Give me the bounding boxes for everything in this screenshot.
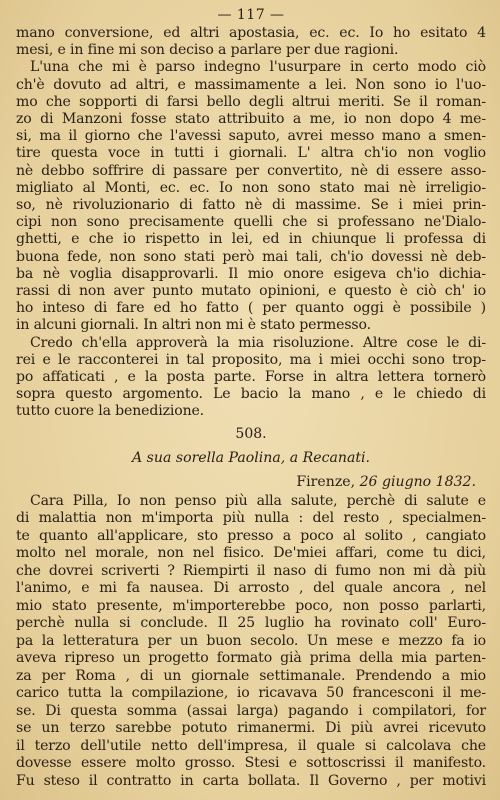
text-line: buona fede, non sono stati però mai tali, ch'io dovessi nè deb- <box>16 248 486 265</box>
text-line: Cara Pilla, Io non penso più alla salute, perchè di salute e <box>30 492 486 509</box>
text-line: di malattia non m'importa più nulla : del resto , specialmen- <box>16 510 486 527</box>
paragraph-3 <box>16 335 486 421</box>
text-line: ba nè voglia disapprovarli. Il mio onore esigeva ch'io dichia- <box>16 265 486 282</box>
letter-addressee: A sua sorella Paolina, a Recanati. <box>132 449 370 466</box>
text-line: so, nè rivoluzionario di fatto nè di massime. Se i miei prin- <box>16 197 486 214</box>
text-line: ch'è dovuto ad altri, e massimamente a lei. Non sono io l'uo- <box>16 76 486 93</box>
text-line: pa la letteratura per un buon secolo. Un mese e mezzo fa io <box>16 632 486 649</box>
text-line: sopra questo argomento. Le bacio la mano , e le chiedo di <box>16 386 486 403</box>
letter-body <box>16 493 486 791</box>
text-line: te quanto all'applicare, sto presso a poco al solito , cangiato <box>16 527 486 544</box>
text-line: ho inteso di fare ed ho fatto ( per quanto oggi è possibile ) <box>16 300 486 317</box>
text-line: dovesse essere molto grosso. Stesi e sottoscrissi il manifesto. <box>16 755 486 772</box>
text-line: che dovrei scriverti ? Riempirti il naso di fumo non mi dà più <box>16 562 486 579</box>
text-line: mesi, e in fine mi son deciso a parlare per due ragioni. <box>16 42 399 59</box>
paragraph-2 <box>16 59 486 334</box>
text-line: mio stato presente, m'importerebbe poco, non posso parlarti, <box>16 597 486 614</box>
text-line: rassi di non aver punto mutato opinioni, e questo è ciò ch' io <box>16 283 486 300</box>
letter-number: 508. <box>235 425 267 442</box>
letter-dateline <box>16 473 486 491</box>
letter-date: 26 giugno 1832. <box>359 473 476 490</box>
text-line: za per Roma , di un giornale settimanale. Prendendo a mio <box>16 667 486 684</box>
text-line: mano conversione, ed altri apostasia, ec. ec. Io ho esitato 4 <box>16 25 486 41</box>
text-line: se un terzo sarebbe potuto rimanermi. Di più avrei ricevuto <box>16 720 486 737</box>
text-line: molto nel morale, non nel fisico. De'miei affari, come tu dici, <box>16 545 486 562</box>
page-number: — 117 — <box>217 7 285 23</box>
text-line: Credo ch'ella approverà la mia risoluzione. Altre cose le di- <box>30 334 486 351</box>
text-line: nè debbo soffrire di passare per convertito, nè di essere asso- <box>16 162 486 179</box>
text-line: cipi non sono precisamente quelli che si professano ne'Dialo- <box>16 214 486 231</box>
text-line: l'animo, e mi fa nausea. Di arrosto , del quale ancora , nel <box>16 580 486 597</box>
text-line: il terzo dell'utile netto dell'impresa, il quale si calcolava che <box>16 737 486 754</box>
text-line: se. Di questa somma (assai larga) pagando i compilatori, for <box>16 702 486 719</box>
text-line: in alcuni giornali. In altri non mi è stato permesso. <box>16 317 371 334</box>
text-line: rei e le racconterei in tal proposito, ma i miei occhi sono trop- <box>16 351 486 368</box>
text-line: mo che sopporti di farsi bello degli altrui meriti. Se il roman- <box>16 93 486 110</box>
text-line: Fu steso il contratto in carta bollata. Il Governo , per motivi <box>16 772 486 789</box>
text-line: aveva ripreso un progetto formato già prima della mia parten- <box>16 650 486 667</box>
text-line: carico tutta la compilazione, io ricavava 50 francesconi il me- <box>16 685 486 702</box>
text-line: si, ma il giorno che l'avessi saputo, avrei messo mano a smen- <box>16 128 486 145</box>
text-line: tire questa voce in tutti i giornali. L' altra ch'io non voglio <box>16 145 486 162</box>
text-line: perchè nulla si conclude. Il 25 luglio ha rovinato coll' Euro- <box>16 615 486 632</box>
text-line: tutto cuore la benedizione. <box>16 403 205 420</box>
paragraph-1 <box>16 25 486 59</box>
text-line: L'una che mi è parso indegno l'usurpare in certo modo ciò <box>30 59 486 76</box>
text-line: ghetti, e che io rispetto in lei, ed in chiunque li professa di <box>16 231 486 248</box>
letter-place: Firenze, <box>296 473 356 490</box>
text-line: migliato al Monti, ec. ec. Io non sono stato mai nè irreligio- <box>16 179 486 196</box>
text-line: po affaticati , e la posta parte. Forse in altra lettera tornerò <box>16 369 486 386</box>
text-line: zo di Manzoni fosse stato attribuito a me, io non dopo 4 me- <box>16 111 486 128</box>
